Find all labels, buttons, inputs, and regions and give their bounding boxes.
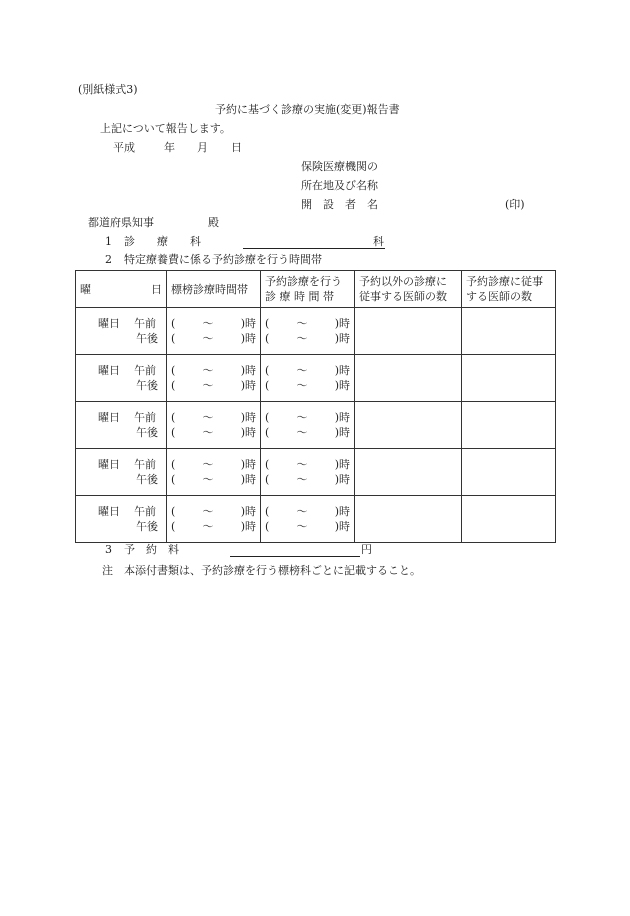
header-other-doctors-2: 従事する医師の数 (359, 290, 447, 303)
time-range-standard-pm[interactable] (171, 472, 256, 487)
time-range-standard-pm[interactable] (171, 519, 256, 534)
date-day: 日 (231, 141, 242, 154)
tilde: ～ (202, 379, 214, 392)
form-number: (別紙様式3) (78, 83, 138, 96)
am-label: 午前 (134, 505, 156, 518)
close-hour: )時 (334, 332, 350, 345)
time-range-standard-am[interactable] (171, 410, 256, 425)
open-paren: ( (265, 364, 270, 377)
item3-suffix: 円 (361, 543, 372, 556)
open-paren: ( (265, 332, 270, 345)
reserved-doctors-count-cell[interactable] (462, 308, 556, 355)
time-range-reserved-am[interactable] (265, 504, 350, 519)
reservation-fee-field-line[interactable] (230, 556, 360, 557)
open-paren: ( (265, 458, 270, 471)
am-label: 午前 (134, 458, 156, 471)
am-label: 午前 (134, 317, 156, 330)
time-range-standard-am[interactable] (171, 363, 256, 378)
header-reserved-doctors-2: する医師の数 (466, 290, 532, 303)
department-field-line[interactable] (243, 248, 385, 249)
time-range-standard-pm[interactable] (171, 425, 256, 440)
tilde: ～ (202, 458, 214, 471)
tilde: ～ (296, 332, 308, 345)
time-range-reserved-am[interactable] (265, 410, 350, 425)
item3-label: 予 約 料 (124, 543, 179, 556)
header-day-left: 曜 (80, 282, 91, 296)
time-range-reserved-pm[interactable] (265, 378, 350, 393)
close-hour: )時 (240, 426, 256, 439)
tilde: ～ (296, 473, 308, 486)
time-range-standard-pm[interactable] (171, 331, 256, 346)
close-hour: )時 (334, 520, 350, 533)
close-hour: )時 (334, 379, 350, 392)
weekday-label: 曜日 (98, 505, 120, 518)
time-range-standard-am[interactable] (171, 457, 256, 472)
table-row (76, 402, 556, 449)
tilde: ～ (202, 411, 214, 424)
close-hour: )時 (334, 426, 350, 439)
tilde: ～ (296, 426, 308, 439)
item3-number: 3 (105, 543, 112, 556)
table-row (76, 449, 556, 496)
other-doctors-count-cell[interactable] (355, 355, 462, 402)
note-label: 注 (102, 564, 113, 577)
time-range-reserved-pm[interactable] (265, 331, 350, 346)
document-title: 予約に基づく診療の実施(変更)報告書 (215, 103, 400, 116)
open-paren: ( (265, 379, 270, 392)
founder-name-label: 開 設 者 名 (301, 198, 378, 211)
institution-line1: 保険医療機関の (301, 160, 378, 173)
open-paren: ( (171, 364, 176, 377)
close-hour: )時 (334, 458, 350, 471)
weekday-label: 曜日 (98, 317, 120, 330)
institution-line2: 所在地及び名称 (301, 179, 378, 192)
close-hour: )時 (334, 317, 350, 330)
tilde: ～ (202, 364, 214, 377)
open-paren: ( (171, 411, 176, 424)
close-hour: )時 (334, 473, 350, 486)
open-paren: ( (265, 426, 270, 439)
table-row (76, 355, 556, 402)
am-label: 午前 (134, 364, 156, 377)
tilde: ～ (296, 379, 308, 392)
close-hour: )時 (240, 520, 256, 533)
open-paren: ( (171, 520, 176, 533)
open-paren: ( (171, 317, 176, 330)
close-hour: )時 (334, 505, 350, 518)
tilde: ～ (202, 520, 214, 533)
pm-label: 午後 (136, 332, 158, 345)
open-paren: ( (265, 317, 270, 330)
weekday-label: 曜日 (98, 458, 120, 471)
seal-mark: (印) (505, 198, 525, 211)
date-month: 月 (197, 141, 208, 154)
close-hour: )時 (240, 379, 256, 392)
schedule-table (75, 270, 556, 543)
tilde: ～ (296, 505, 308, 518)
time-range-reserved-pm[interactable] (265, 519, 350, 534)
intro-text: 上記について報告します。 (100, 122, 231, 135)
open-paren: ( (265, 520, 270, 533)
header-reserved-hours-1: 予約診療を行う (265, 275, 342, 288)
time-range-standard-am[interactable] (171, 504, 256, 519)
weekday-label: 曜日 (98, 411, 120, 424)
tilde: ～ (296, 520, 308, 533)
item1-suffix: 科 (373, 235, 384, 248)
tilde: ～ (202, 317, 214, 330)
open-paren: ( (171, 332, 176, 345)
item1-label: 診 療 科 (124, 235, 201, 248)
time-range-reserved-am[interactable] (265, 457, 350, 472)
open-paren: ( (265, 505, 270, 518)
tilde: ～ (296, 317, 308, 330)
header-day-right: 日 (151, 282, 162, 296)
reserved-doctors-count-cell[interactable] (462, 449, 556, 496)
time-range-standard-pm[interactable] (171, 378, 256, 393)
open-paren: ( (171, 379, 176, 392)
time-range-reserved-am[interactable] (265, 316, 350, 331)
addressee: 都道府県知事 (88, 216, 154, 229)
time-range-reserved-am[interactable] (265, 363, 350, 378)
time-range-reserved-pm[interactable] (265, 425, 350, 440)
date-year: 年 (164, 141, 175, 154)
time-range-reserved-pm[interactable] (265, 472, 350, 487)
close-hour: )時 (240, 411, 256, 424)
open-paren: ( (171, 426, 176, 439)
close-hour: )時 (240, 458, 256, 471)
close-hour: )時 (240, 364, 256, 377)
addressee-honorific: 殿 (208, 216, 219, 229)
note-text: 本添付書類は、予約診療を行う標榜科ごとに記載すること。 (124, 564, 421, 577)
reserved-doctors-count-cell[interactable] (462, 402, 556, 449)
close-hour: )時 (334, 364, 350, 377)
close-hour: )時 (240, 332, 256, 345)
header-other-doctors-1: 予約以外の診療に (359, 275, 447, 288)
time-range-standard-am[interactable] (171, 316, 256, 331)
other-doctors-count-cell[interactable] (355, 496, 462, 543)
open-paren: ( (265, 411, 270, 424)
open-paren: ( (171, 473, 176, 486)
reserved-doctors-count-cell[interactable] (462, 496, 556, 543)
header-reserved-doctors-1: 予約診療に従事 (466, 275, 543, 288)
tilde: ～ (202, 426, 214, 439)
header-reserved-hours-2: 診 療 時 間 帯 (265, 290, 334, 303)
close-hour: )時 (240, 473, 256, 486)
tilde: ～ (296, 411, 308, 424)
pm-label: 午後 (136, 520, 158, 533)
tilde: ～ (296, 458, 308, 471)
table-row (76, 496, 556, 543)
close-hour: )時 (240, 505, 256, 518)
other-doctors-count-cell[interactable] (355, 402, 462, 449)
tilde: ～ (202, 505, 214, 518)
tilde: ～ (202, 332, 214, 345)
am-label: 午前 (134, 411, 156, 424)
open-paren: ( (171, 505, 176, 518)
item1-number: 1 (105, 235, 112, 248)
date-era: 平成 (113, 141, 135, 154)
pm-label: 午後 (136, 473, 158, 486)
open-paren: ( (171, 458, 176, 471)
tilde: ～ (296, 364, 308, 377)
tilde: ～ (202, 473, 214, 486)
reserved-doctors-count-cell[interactable] (462, 355, 556, 402)
weekday-label: 曜日 (98, 364, 120, 377)
open-paren: ( (265, 473, 270, 486)
pm-label: 午後 (136, 379, 158, 392)
item2-number: 2 (105, 253, 112, 266)
table-row (76, 308, 556, 355)
table-header-row (76, 271, 556, 308)
other-doctors-count-cell[interactable] (355, 308, 462, 355)
item2-label: 特定療養費に係る予約診療を行う時間帯 (124, 253, 322, 266)
close-hour: )時 (334, 411, 350, 424)
pm-label: 午後 (136, 426, 158, 439)
header-standard-hours: 標榜診療時間帯 (171, 282, 248, 296)
close-hour: )時 (240, 317, 256, 330)
other-doctors-count-cell[interactable] (355, 449, 462, 496)
